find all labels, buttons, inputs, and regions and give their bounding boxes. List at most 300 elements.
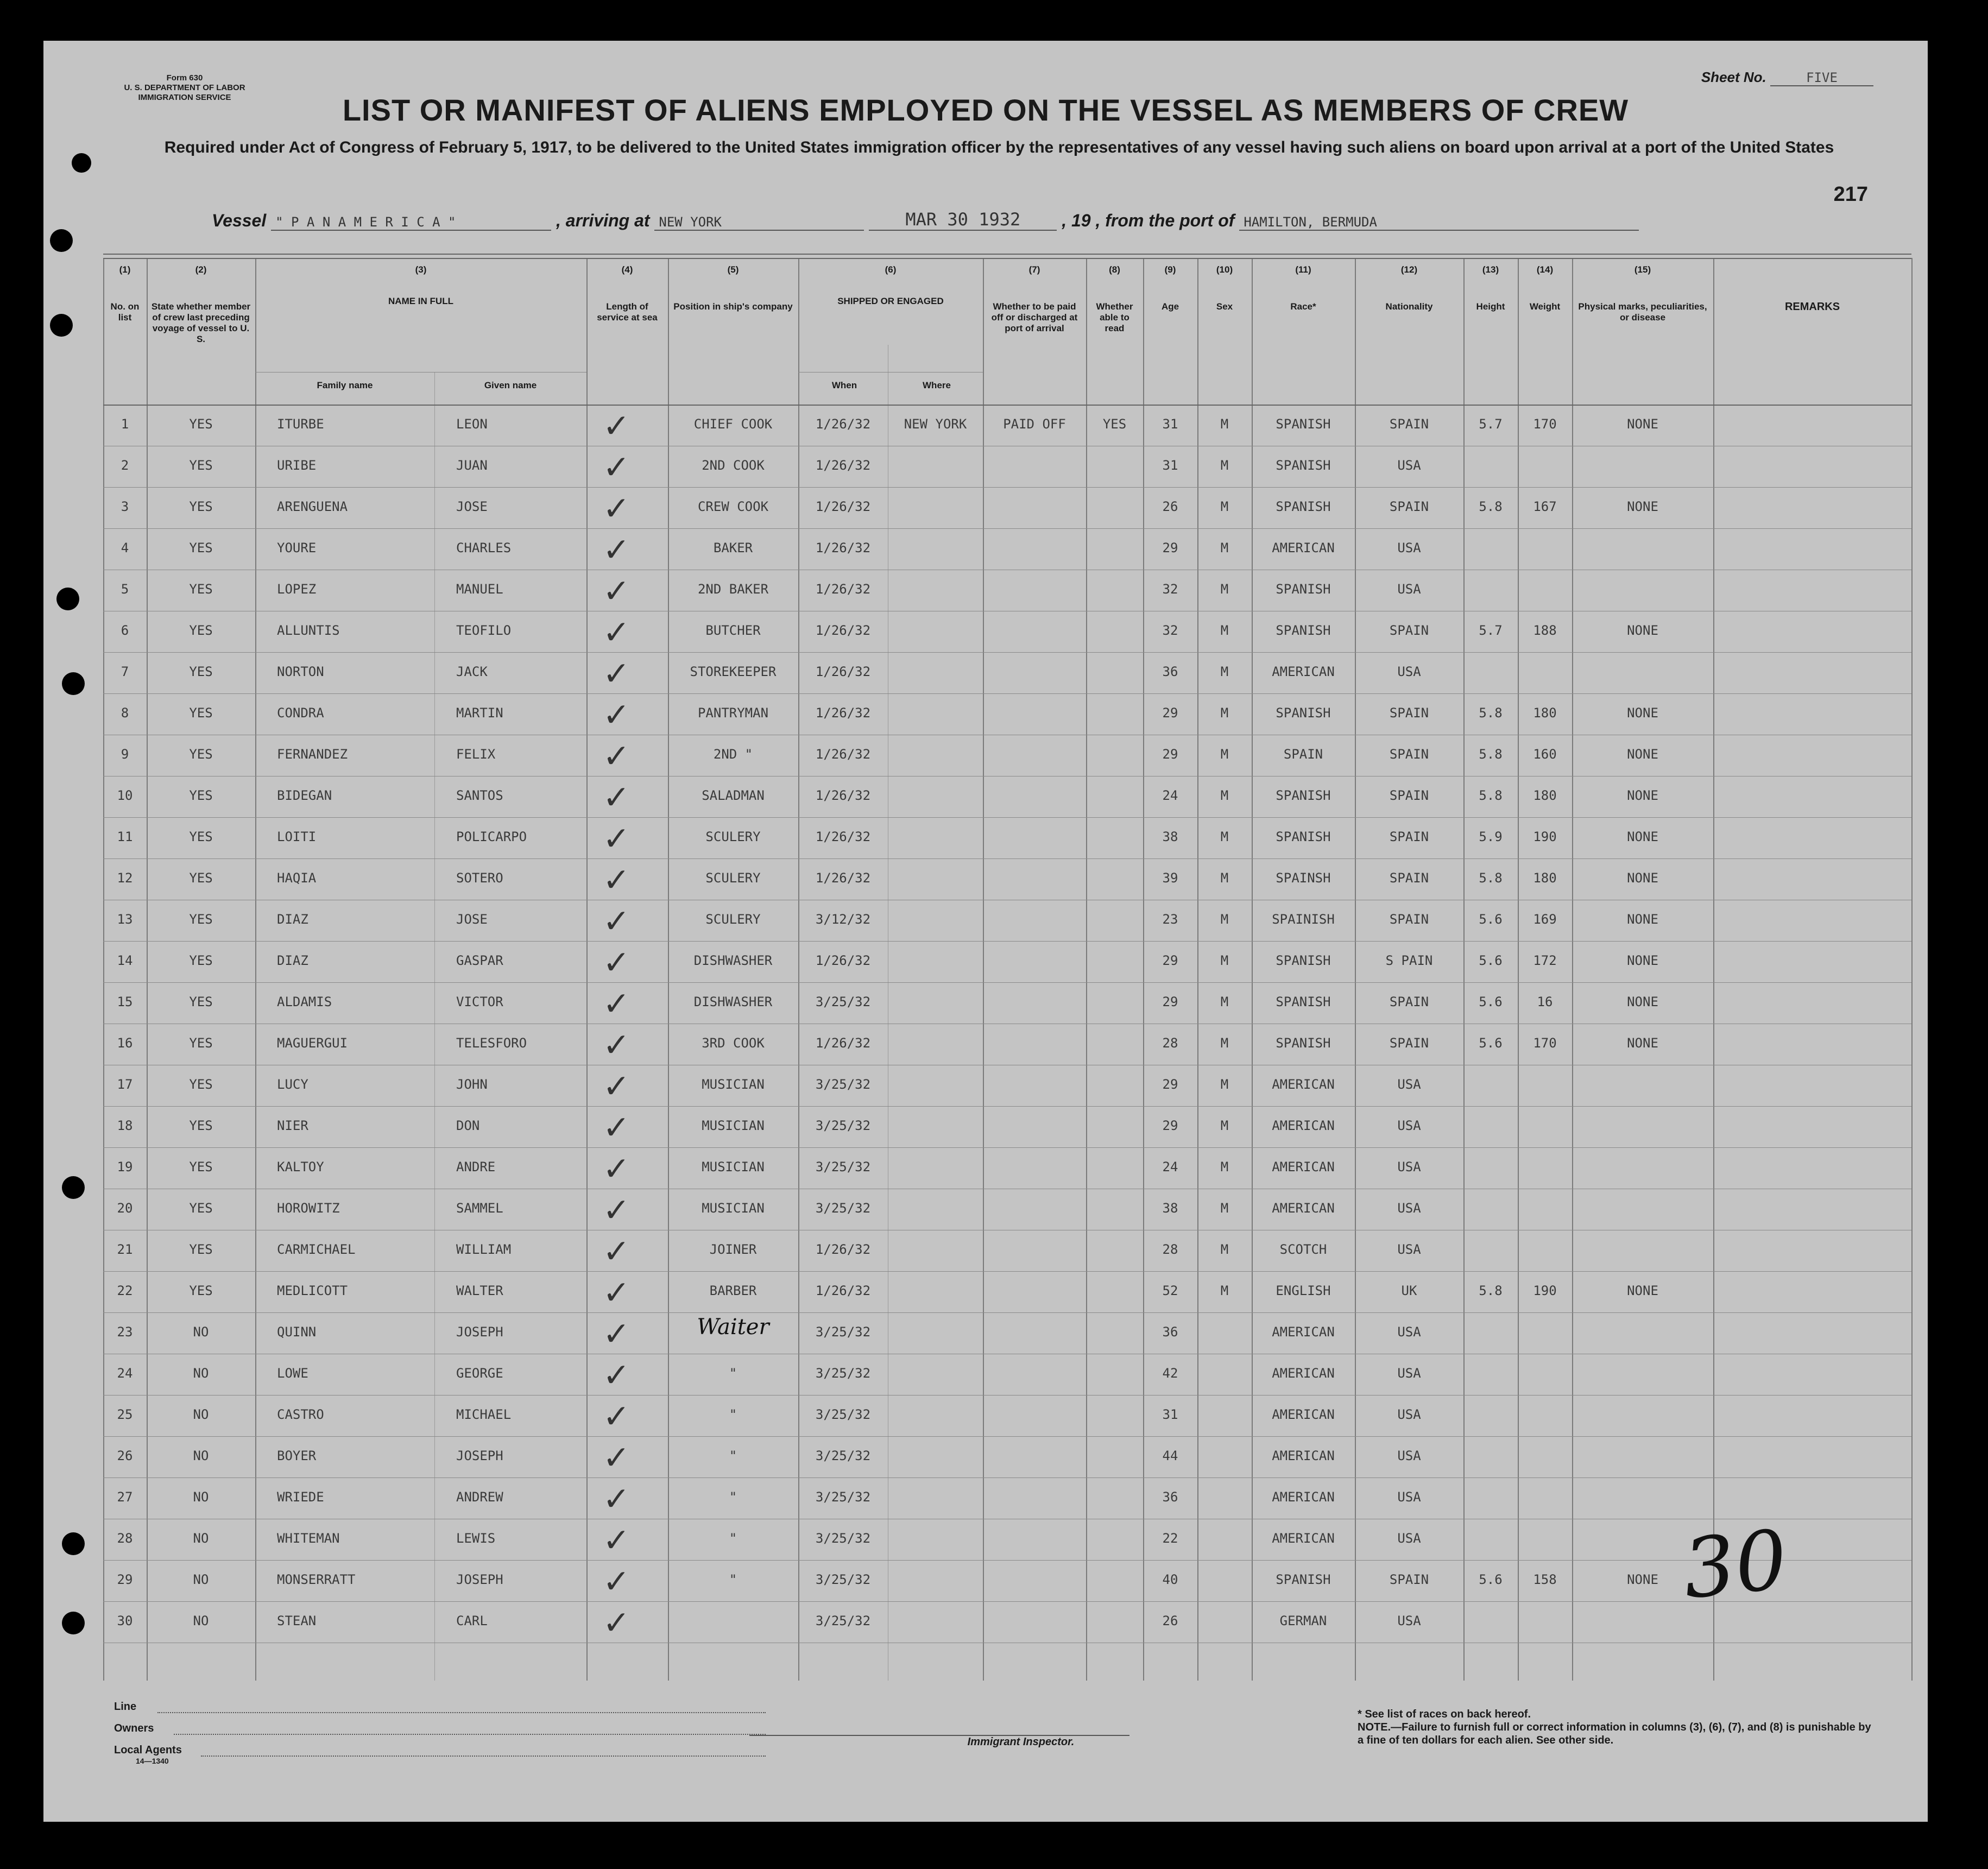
cell-position: CREW COOK <box>697 499 769 514</box>
cell-when: 1/26/32 <box>815 458 871 473</box>
departure-port: HAMILTON, BERMUDA <box>1239 214 1639 231</box>
cell-height: 5.6 <box>1479 953 1503 968</box>
column-number: (15) <box>1634 264 1651 275</box>
table-row <box>103 652 1911 693</box>
cell-when: 3/12/32 <box>815 912 871 927</box>
cell-sex: M <box>1220 747 1229 762</box>
cell-age: 40 <box>1162 1572 1178 1587</box>
cell-prev: YES <box>189 458 213 473</box>
checkmark-icon: ✓ <box>603 1522 630 1558</box>
binder-hole <box>50 229 73 252</box>
cell-height: 5.7 <box>1479 623 1503 638</box>
arrival-date-stamp: MAR 30 1932 <box>869 209 1057 231</box>
table-row <box>103 693 1911 735</box>
cell-no: 27 <box>117 1489 133 1505</box>
cell-family: MAGUERGUI <box>277 1035 348 1051</box>
cell-prev: NO <box>193 1489 209 1505</box>
cell-nat: USA <box>1397 1489 1421 1505</box>
cell-given: MICHAEL <box>456 1407 512 1422</box>
cell-marks: NONE <box>1627 788 1658 803</box>
cell-no: 30 <box>117 1613 133 1628</box>
column-number: (4) <box>621 264 633 275</box>
cell-prev: YES <box>189 953 213 968</box>
cell-no: 8 <box>121 705 129 721</box>
cell-age: 42 <box>1162 1366 1178 1381</box>
cell-no: 3 <box>121 499 129 514</box>
cell-position: 2ND BAKER <box>697 582 769 597</box>
cell-no: 12 <box>117 870 133 886</box>
cell-weight: 170 <box>1533 416 1557 432</box>
cell-position: CHIEF COOK <box>693 416 773 432</box>
cell-family: DIAZ <box>277 953 308 968</box>
cell-prev: YES <box>189 788 213 803</box>
cell-given: JOSE <box>456 499 488 514</box>
cell-family: WRIEDE <box>277 1489 324 1505</box>
table-row <box>103 776 1911 817</box>
cell-prev: YES <box>189 870 213 886</box>
cell-no: 2 <box>121 458 129 473</box>
cell-marks: NONE <box>1627 994 1658 1009</box>
cell-position: 2ND COOK <box>702 458 765 473</box>
cell-given: MANUEL <box>456 582 503 597</box>
cell-race: SPANISH <box>1276 994 1331 1009</box>
checkmark-icon: ✓ <box>603 1439 630 1476</box>
cell-family: LOPEZ <box>277 582 317 597</box>
cell-age: 29 <box>1162 1118 1178 1133</box>
cell-sex: M <box>1220 912 1229 927</box>
cell-sex: M <box>1220 664 1229 679</box>
manifest-sheet <box>43 41 1928 1822</box>
cell-when: 3/25/32 <box>815 1159 871 1175</box>
column-number: (11) <box>1295 264 1311 275</box>
cell-height: 5.6 <box>1479 912 1503 927</box>
cell-no: 20 <box>117 1201 133 1216</box>
cell-position: Waiter <box>697 1315 769 1340</box>
cell-no: 22 <box>117 1283 133 1298</box>
cell-when: 3/25/32 <box>815 1324 871 1340</box>
page-subtitle: Required under Act of Congress of February 5, 1917, to be delivered to the United States immigration officer by the representatives of any vessel having such aliens on board upon arrival at a port of the United States <box>164 138 1834 156</box>
cell-nat: USA <box>1397 1448 1421 1463</box>
table-row <box>103 1395 1911 1436</box>
column-subheader: Where <box>923 380 951 390</box>
cell-given: TEOFILO <box>456 623 512 638</box>
cell-given: GEORGE <box>456 1366 503 1381</box>
handwritten-total: 30 <box>1678 1512 1792 1618</box>
cell-height: 5.6 <box>1479 1572 1503 1587</box>
table-row <box>103 1189 1911 1230</box>
cell-age: 22 <box>1162 1531 1178 1546</box>
cell-given: LEON <box>456 416 488 432</box>
cell-no: 9 <box>121 747 129 762</box>
cell-given: JOSEPH <box>456 1448 503 1463</box>
page-title: LIST OR MANIFEST OF ALIENS EMPLOYED ON THE VESSEL AS MEMBERS OF CREW <box>342 93 1629 127</box>
column-number: (6) <box>885 264 897 275</box>
cell-nat: USA <box>1397 1242 1421 1257</box>
cell-sex: M <box>1220 705 1229 721</box>
cell-position: STOREKEEPER <box>690 664 777 679</box>
cell-given: LEWIS <box>456 1531 496 1546</box>
table-row <box>103 1601 1911 1643</box>
cell-no: 23 <box>117 1324 133 1340</box>
cell-no: 16 <box>117 1035 133 1051</box>
checkmark-icon: ✓ <box>603 697 630 733</box>
cell-position: MUSICIAN <box>702 1077 765 1092</box>
footer-notes: * See list of races on back hereof. NOTE.—Failure to furnish full or correct information in columns (3), (6), (7), and (8) is punishable by a fine of ten dollars for each alien. See other side. <box>1358 1708 1871 1746</box>
checkmark-icon: ✓ <box>603 1398 630 1435</box>
cell-marks: NONE <box>1627 953 1658 968</box>
crew-table <box>103 258 1911 1681</box>
cell-position: " <box>729 1489 737 1505</box>
cell-given: MARTIN <box>456 705 503 721</box>
cell-nat: SPAIN <box>1389 829 1429 844</box>
cell-position: 3RD COOK <box>702 1035 765 1051</box>
cell-race: AMERICAN <box>1272 1324 1335 1340</box>
cell-family: ALDAMIS <box>277 994 332 1009</box>
cell-position: DISHWASHER <box>693 953 773 968</box>
cell-given: JOSEPH <box>456 1324 503 1340</box>
cell-position: SCULERY <box>705 912 761 927</box>
cell-position: SCULERY <box>705 870 761 886</box>
cell-when: 3/25/32 <box>815 1201 871 1216</box>
cell-race: SCOTCH <box>1279 1242 1327 1257</box>
cell-age: 38 <box>1162 1201 1178 1216</box>
cell-race: SPAIN <box>1283 747 1323 762</box>
sheet-number-value: FIVE <box>1770 70 1873 86</box>
cell-age: 24 <box>1162 1159 1178 1175</box>
checkmark-icon: ✓ <box>603 532 630 568</box>
cell-height: 5.8 <box>1479 1283 1503 1298</box>
cell-weight: 188 <box>1533 623 1557 638</box>
cell-prev: NO <box>193 1572 209 1587</box>
cell-given: JOHN <box>456 1077 488 1092</box>
checkmark-icon: ✓ <box>603 903 630 939</box>
cell-when: 1/26/32 <box>815 664 871 679</box>
cell-age: 29 <box>1162 540 1178 555</box>
cell-nat: SPAIN <box>1389 623 1429 638</box>
cell-position: " <box>729 1448 737 1463</box>
cell-nat: SPAIN <box>1389 994 1429 1009</box>
table-row <box>103 1106 1911 1147</box>
cell-given: TELESFORO <box>456 1035 527 1051</box>
cell-nat: USA <box>1397 582 1421 597</box>
footer-signatures: Line Owners Local Agents 14—1340 <box>114 1691 766 1765</box>
cell-family: MEDLICOTT <box>277 1283 348 1298</box>
cell-family: LOWE <box>277 1366 308 1381</box>
table-row <box>103 1147 1911 1189</box>
table-row <box>103 817 1911 858</box>
checkmark-icon: ✓ <box>603 738 630 774</box>
checkmark-icon: ✓ <box>603 862 630 898</box>
cell-family: CONDRA <box>277 705 324 721</box>
table-row <box>103 570 1911 611</box>
column-header: Race* <box>1290 301 1316 312</box>
cell-weight: 158 <box>1533 1572 1557 1587</box>
cell-nat: USA <box>1397 1077 1421 1092</box>
cell-nat: USA <box>1397 458 1421 473</box>
cell-when: 1/26/32 <box>815 705 871 721</box>
table-row <box>103 900 1911 941</box>
table-row <box>103 735 1911 776</box>
checkmark-icon: ✓ <box>603 1233 630 1270</box>
table-row <box>103 487 1911 528</box>
cell-no: 26 <box>117 1448 133 1463</box>
checkmark-icon: ✓ <box>603 573 630 609</box>
cell-height: 5.9 <box>1479 829 1503 844</box>
cell-race: SPANISH <box>1276 829 1331 844</box>
checkmark-icon: ✓ <box>603 655 630 692</box>
column-header: Length of service at sea <box>597 301 658 323</box>
cell-position: 2ND " <box>713 747 753 762</box>
cell-age: 36 <box>1162 664 1178 679</box>
cell-given: WILLIAM <box>456 1242 512 1257</box>
cell-marks: NONE <box>1627 705 1658 721</box>
column-subheader: Given name <box>484 380 537 390</box>
binder-hole <box>62 1176 85 1199</box>
cell-race: SPANISH <box>1276 458 1331 473</box>
cell-no: 14 <box>117 953 133 968</box>
cell-age: 29 <box>1162 994 1178 1009</box>
local-agents-field <box>201 1756 766 1757</box>
cell-where: NEW YORK <box>904 416 967 432</box>
cell-position: SALADMAN <box>702 788 765 803</box>
cell-sex: M <box>1220 540 1229 555</box>
cell-family: YOURE <box>277 540 317 555</box>
cell-position: " <box>729 1366 737 1381</box>
cell-family: BIDEGAN <box>277 788 332 803</box>
cell-sex: M <box>1220 1283 1229 1298</box>
column-subheader: Family name <box>317 380 373 390</box>
cell-when: 1/26/32 <box>815 623 871 638</box>
cell-nat: SPAIN <box>1389 1572 1429 1587</box>
cell-height: 5.6 <box>1479 994 1503 1009</box>
cell-when: 1/26/32 <box>815 870 871 886</box>
cell-race: SPANISH <box>1276 705 1331 721</box>
cell-given: JOSEPH <box>456 1572 503 1587</box>
cell-given: SOTERO <box>456 870 503 886</box>
cell-no: 15 <box>117 994 133 1009</box>
cell-family: LUCY <box>277 1077 308 1092</box>
cell-no: 29 <box>117 1572 133 1587</box>
cell-family: CARMICHAEL <box>277 1242 356 1257</box>
cell-when: 1/26/32 <box>815 416 871 432</box>
owners-field <box>174 1734 766 1735</box>
cell-when: 3/25/32 <box>815 1407 871 1422</box>
checkmark-icon: ✓ <box>603 408 630 444</box>
column-number: (3) <box>415 264 427 275</box>
cell-race: AMERICAN <box>1272 1489 1335 1505</box>
cell-marks: NONE <box>1627 829 1658 844</box>
cell-when: 1/26/32 <box>815 953 871 968</box>
vessel-info: Vessel " P A N A M E R I C A " , arriving at NEW YORK MAR 30 1932 , 19 , from the port of HAMILTON, BERMUDA <box>212 209 1639 231</box>
cell-age: 29 <box>1162 747 1178 762</box>
cell-height: 5.8 <box>1479 499 1503 514</box>
cell-age: 31 <box>1162 1407 1178 1422</box>
cell-read: YES <box>1102 416 1127 432</box>
table-row <box>103 528 1911 570</box>
cell-nat: USA <box>1397 1613 1421 1628</box>
cell-sex: M <box>1220 1201 1229 1216</box>
cell-marks: NONE <box>1627 623 1658 638</box>
cell-when: 3/25/32 <box>815 1572 871 1587</box>
cell-prev: NO <box>193 1613 209 1628</box>
cell-when: 1/26/32 <box>815 1035 871 1051</box>
cell-sex: M <box>1220 788 1229 803</box>
cell-position: SCULERY <box>705 829 761 844</box>
cell-sex: M <box>1220 1242 1229 1257</box>
cell-nat: SPAIN <box>1389 870 1429 886</box>
cell-weight: 180 <box>1533 705 1557 721</box>
cell-prev: YES <box>189 1118 213 1133</box>
binder-hole <box>62 1612 85 1634</box>
column-number: (13) <box>1482 264 1499 275</box>
checkmark-icon: ✓ <box>603 820 630 857</box>
table-row <box>103 405 1911 446</box>
cell-age: 23 <box>1162 912 1178 927</box>
cell-when: 1/26/32 <box>815 829 871 844</box>
cell-race: AMERICAN <box>1272 1159 1335 1175</box>
cell-marks: NONE <box>1627 912 1658 927</box>
cell-prev: YES <box>189 540 213 555</box>
table-row <box>103 1560 1911 1601</box>
cell-when: 3/25/32 <box>815 1077 871 1092</box>
cell-prev: YES <box>189 623 213 638</box>
table-row <box>103 1271 1911 1312</box>
cell-prev: NO <box>193 1407 209 1422</box>
cell-marks: NONE <box>1627 1572 1658 1587</box>
cell-given: JUAN <box>456 458 488 473</box>
cell-family: ARENGUENA <box>277 499 348 514</box>
cell-when: 1/26/32 <box>815 1242 871 1257</box>
cell-nat: USA <box>1397 1324 1421 1340</box>
binder-hole <box>72 153 91 173</box>
cell-when: 3/25/32 <box>815 1613 871 1628</box>
table-row <box>103 1024 1911 1065</box>
cell-weight: 172 <box>1533 953 1557 968</box>
cell-no: 24 <box>117 1366 133 1381</box>
cell-race: SPAINISH <box>1272 912 1335 927</box>
cell-position: " <box>729 1407 737 1422</box>
cell-given: ANDRE <box>456 1159 496 1175</box>
cell-position: BUTCHER <box>705 623 761 638</box>
cell-height: 5.8 <box>1479 788 1503 803</box>
cell-family: MONSERRATT <box>277 1572 356 1587</box>
column-header: Nationality <box>1385 301 1433 312</box>
table-row <box>103 611 1911 652</box>
cell-sex: M <box>1220 1035 1229 1051</box>
cell-race: AMERICAN <box>1272 1366 1335 1381</box>
cell-race: SPANISH <box>1276 582 1331 597</box>
cell-weight: 180 <box>1533 788 1557 803</box>
binder-hole <box>56 588 79 610</box>
cell-weight: 169 <box>1533 912 1557 927</box>
cell-sex: M <box>1220 953 1229 968</box>
cell-prev: YES <box>189 1077 213 1092</box>
column-number: (10) <box>1216 264 1233 275</box>
column-header: NAME IN FULL <box>388 296 453 306</box>
checkmark-icon: ✓ <box>603 779 630 816</box>
cell-weight: 167 <box>1533 499 1557 514</box>
cell-sex: M <box>1220 499 1229 514</box>
column-number: (1) <box>119 264 131 275</box>
cell-race: AMERICAN <box>1272 1448 1335 1463</box>
cell-paid: PAID OFF <box>1003 416 1066 432</box>
cell-sex: M <box>1220 1077 1229 1092</box>
cell-family: CASTRO <box>277 1407 324 1422</box>
cell-position: MUSICIAN <box>702 1201 765 1216</box>
cell-race: AMERICAN <box>1272 1118 1335 1133</box>
table-row <box>103 1477 1911 1519</box>
cell-nat: USA <box>1397 1159 1421 1175</box>
cell-no: 7 <box>121 664 129 679</box>
checkmark-icon: ✓ <box>603 1109 630 1146</box>
cell-no: 13 <box>117 912 133 927</box>
cell-prev: YES <box>189 1283 213 1298</box>
cell-sex: M <box>1220 623 1229 638</box>
cell-race: SPANISH <box>1276 416 1331 432</box>
column-number: (14) <box>1536 264 1554 275</box>
cell-prev: YES <box>189 664 213 679</box>
cell-family: FERNANDEZ <box>277 747 348 762</box>
cell-position: BARBER <box>709 1283 757 1298</box>
cell-prev: NO <box>193 1531 209 1546</box>
cell-given: WALTER <box>456 1283 503 1298</box>
cell-family: QUINN <box>277 1324 317 1340</box>
column-header: State whether member of crew last preceding voyage of vessel to U. S. <box>151 301 251 344</box>
cell-race: AMERICAN <box>1272 540 1335 555</box>
cell-sex: M <box>1220 1118 1229 1133</box>
cell-no: 21 <box>117 1242 133 1257</box>
cell-race: GERMAN <box>1279 1613 1327 1628</box>
table-row <box>103 1519 1911 1560</box>
cell-marks: NONE <box>1627 1035 1658 1051</box>
cell-marks: NONE <box>1627 1283 1658 1298</box>
cell-no: 11 <box>117 829 133 844</box>
cell-when: 3/25/32 <box>815 1118 871 1133</box>
table-row <box>103 982 1911 1024</box>
cell-age: 28 <box>1162 1242 1178 1257</box>
cell-when: 1/26/32 <box>815 499 871 514</box>
cell-sex: M <box>1220 870 1229 886</box>
cell-given: DON <box>456 1118 480 1133</box>
cell-age: 29 <box>1162 953 1178 968</box>
column-header: Age <box>1161 301 1179 312</box>
cell-nat: SPAIN <box>1389 705 1429 721</box>
column-header: Position in ship's company <box>673 301 793 312</box>
cell-sex: M <box>1220 1159 1229 1175</box>
cell-given: CARL <box>456 1613 488 1628</box>
cell-weight: 170 <box>1533 1035 1557 1051</box>
cell-nat: SPAIN <box>1389 788 1429 803</box>
cell-prev: YES <box>189 416 213 432</box>
cell-height: 5.8 <box>1479 870 1503 886</box>
cell-age: 32 <box>1162 623 1178 638</box>
binder-hole <box>62 672 85 695</box>
cell-nat: USA <box>1397 1531 1421 1546</box>
cell-prev: NO <box>193 1448 209 1463</box>
checkmark-icon: ✓ <box>603 1027 630 1063</box>
binder-hole <box>62 1532 85 1555</box>
vessel-name: " P A N A M E R I C A " <box>271 214 551 231</box>
cell-nat: SPAIN <box>1389 1035 1429 1051</box>
table-row <box>103 446 1911 487</box>
cell-no: 19 <box>117 1159 133 1175</box>
checkmark-icon: ✓ <box>603 1151 630 1187</box>
checkmark-icon: ✓ <box>603 1357 630 1393</box>
cell-weight: 190 <box>1533 829 1557 844</box>
header-top-rule <box>103 254 1911 255</box>
cell-nat: USA <box>1397 1366 1421 1381</box>
column-number: (7) <box>1028 264 1040 275</box>
